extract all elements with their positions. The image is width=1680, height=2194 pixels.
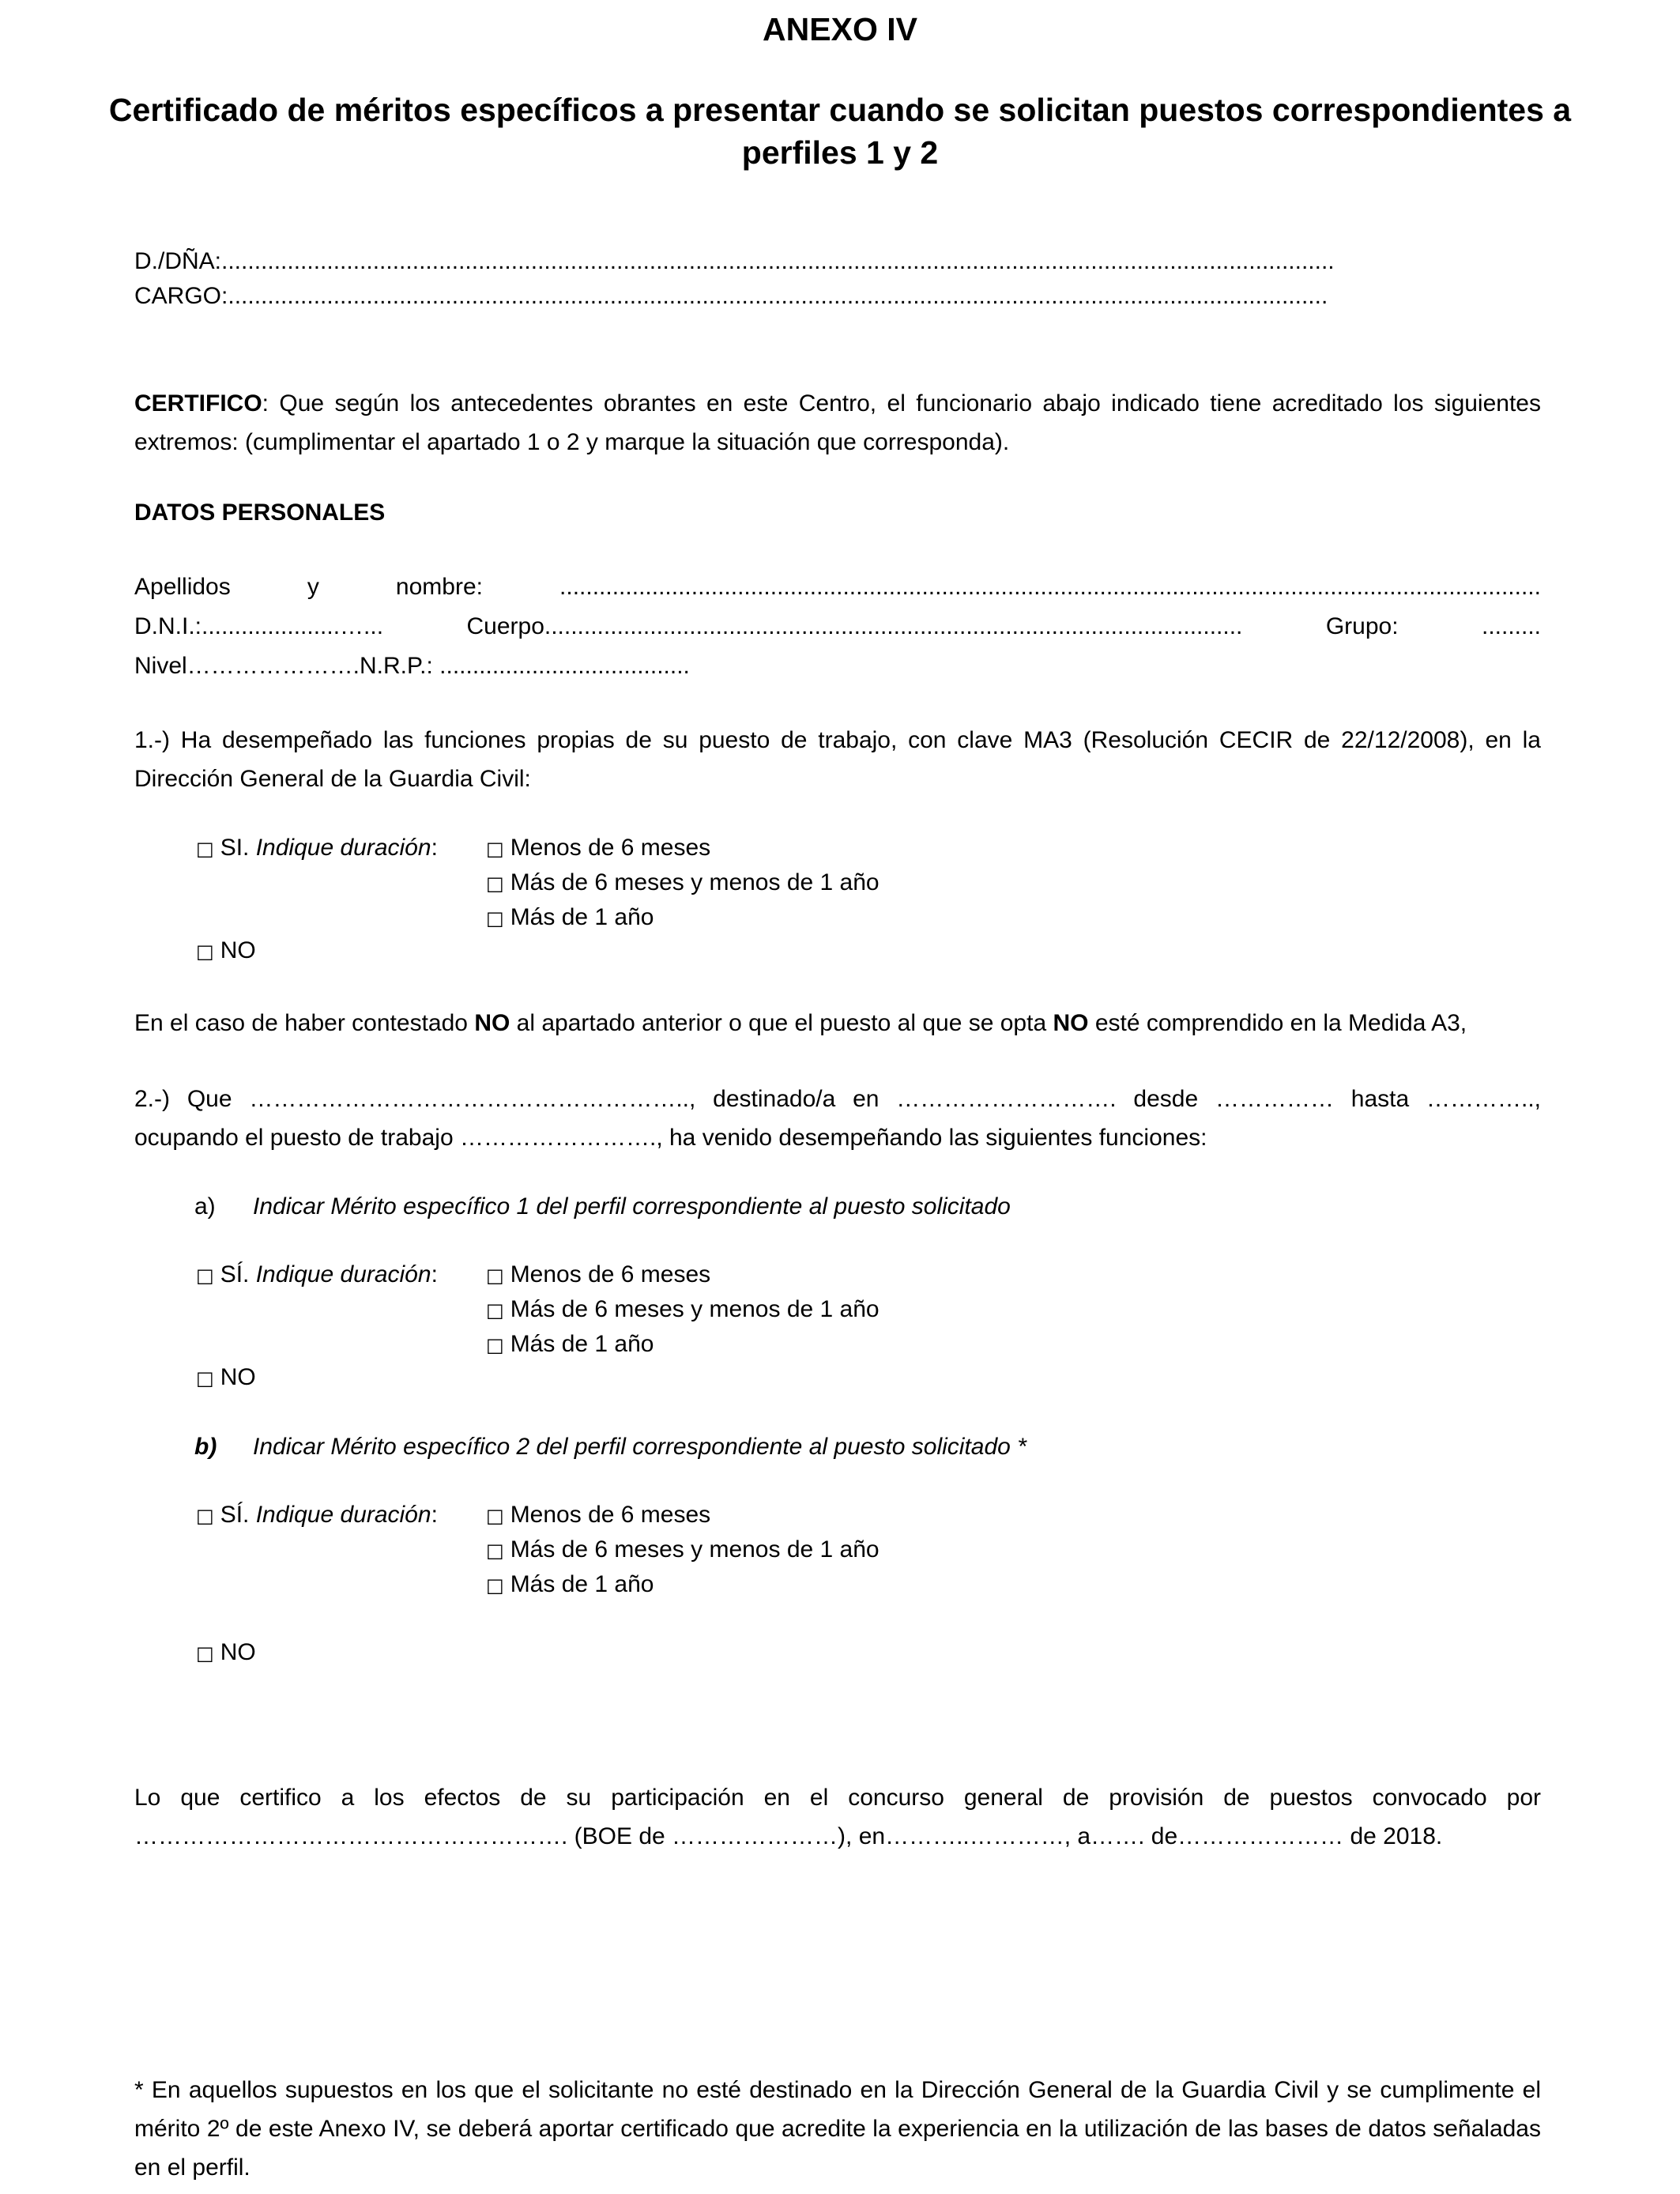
nivel-line[interactable]: Nivel………………….N.R.P.: ......................................	[134, 653, 690, 679]
checkbox-icon: □	[486, 1574, 504, 1596]
checkbox-icon: □	[486, 907, 504, 929]
section1-duration-option-2[interactable]: □ Más de 6 meses y menos de 1 año	[486, 869, 880, 895]
section1-duration-option-1[interactable]: □ Menos de 6 meses	[486, 835, 711, 861]
section1-text: 1.-) Ha desempeñado las funciones propias de su puesto de trabajo, con clave MA3 (Resolución CECIR de 22/12/2008), en la Dirección General de la Guardia Civil:	[134, 727, 1541, 792]
certifier-name-label: D./DÑA:	[134, 248, 222, 274]
merit-b-text: Indicar Mérito específico 2 del perfil correspondiente al puesto solicitado *	[253, 1434, 1026, 1460]
merit-b-duration-option-2[interactable]: □ Más de 6 meses y menos de 1 año	[486, 1536, 880, 1563]
checkbox-icon: □	[196, 941, 214, 963]
section2-text: 2.-) Que ……………………………………………….., destinado/a en ………………………. desde …………… hasta ………….., ocupando el puesto de trabajo ……………………., ha venido desempeñando las siguientes funciones:	[134, 1086, 1541, 1151]
checkbox-icon: □	[486, 1505, 504, 1527]
dni-line	[134, 613, 1541, 640]
checkbox-icon: □	[486, 1540, 504, 1562]
checkbox-icon: □	[486, 1299, 504, 1321]
surname-label-1: Apellidos	[134, 574, 231, 600]
cuerpo-field[interactable]: Cuerpo..........................................................................................................	[466, 613, 1243, 639]
footnote: * En aquellos supuestos en los que el solicitante no esté destinado en la Dirección General de la Guardia Civil y se cumplimente el mérito 2º de este Anexo IV, se deberá aportar certificado que acredite la experiencia en la utilización de las bases de datos señaladas en el perfil.	[134, 2077, 1541, 2181]
checkbox-icon: □	[196, 1265, 214, 1287]
checkbox-icon: □	[196, 1642, 214, 1664]
checkbox-icon: □	[486, 1265, 504, 1287]
certifico-text: : Que según los antecedentes obrantes en este Centro, el funcionario abajo indicado tiene acreditado los siguientes extremos: (cumplimentar el apartado 1 o 2 y marque la situación que corresponda).	[134, 390, 1541, 455]
section1-duration-option-3[interactable]: □ Más de 1 año	[486, 904, 654, 930]
personal-data-heading: DATOS PERSONALES	[134, 499, 386, 526]
document-subtitle: Certificado de méritos específicos a presentar cuando se solicitan puestos correspondientes a perfiles 1 y 2	[108, 92, 1572, 171]
surname-label-2: y	[307, 574, 319, 600]
certifier-name-line	[134, 248, 1525, 275]
transition-text: En el caso de haber contestado NO al apartado anterior o que el puesto al que se opta NO esté comprendido en la Medida A3,	[134, 1010, 1467, 1036]
checkbox-icon: □	[486, 838, 504, 860]
certifier-cargo-label: CARGO:	[134, 283, 228, 309]
merit-a-yes-option[interactable]: □ SÍ. Indique duración:	[196, 1261, 438, 1287]
annex-title: ANEXO IV	[763, 11, 917, 47]
checkbox-icon: □	[196, 838, 214, 860]
certifier-cargo-field[interactable]: .......................................................................................................................................................................	[228, 283, 1328, 309]
merit-b-yes-option[interactable]: □ SÍ. Indique duración:	[196, 1502, 438, 1528]
merit-a-no-option[interactable]: □ NO	[196, 1364, 256, 1390]
section1-no-option[interactable]: □ NO	[196, 937, 256, 963]
checkbox-icon: □	[486, 1334, 504, 1356]
merit-b-duration-option-3[interactable]: □ Más de 1 año	[486, 1571, 654, 1597]
surname-label-3: nombre:	[395, 574, 483, 600]
grupo-label: Grupo:	[1325, 613, 1399, 639]
merit-a-letter: a)	[194, 1193, 216, 1220]
merit-a-duration-option-1[interactable]: □ Menos de 6 meses	[486, 1261, 711, 1287]
merit-b-letter: b)	[194, 1434, 217, 1460]
closing-paragraph: Lo que certifico a los efectos de su participación en el concurso general de provisión de puestos convocado por ………………………………………………. (BOE de …………………), en………..…………, a……. de………………… de 2018.	[134, 1785, 1541, 1849]
certifico-paragraph	[134, 384, 1541, 462]
merit-b-no-option[interactable]: □ NO	[196, 1639, 256, 1665]
grupo-field[interactable]: .........	[1481, 613, 1541, 639]
dni-field[interactable]: D.N.I.:.....................…...	[134, 613, 384, 639]
certifico-keyword: CERTIFICO	[134, 390, 262, 417]
certifier-name-field[interactable]: .........................................................................................................................................................................	[221, 248, 1335, 274]
merit-a-duration-option-2[interactable]: □ Más de 6 meses y menos de 1 año	[486, 1296, 880, 1322]
merit-b-duration-option-1[interactable]: □ Menos de 6 meses	[486, 1502, 711, 1528]
checkbox-icon: □	[196, 1367, 214, 1389]
surname-line	[134, 574, 1541, 601]
certifier-cargo-line	[134, 283, 1525, 310]
surname-field[interactable]: .....................................................................................................................................................	[559, 574, 1541, 600]
checkbox-icon: □	[196, 1505, 214, 1527]
merit-a-text: Indicar Mérito específico 1 del perfil correspondiente al puesto solicitado	[253, 1193, 1011, 1220]
section1-yes-option[interactable]: □ SI. Indique duración:	[196, 835, 438, 861]
checkbox-icon: □	[486, 873, 504, 895]
merit-a-duration-option-3[interactable]: □ Más de 1 año	[486, 1331, 654, 1357]
